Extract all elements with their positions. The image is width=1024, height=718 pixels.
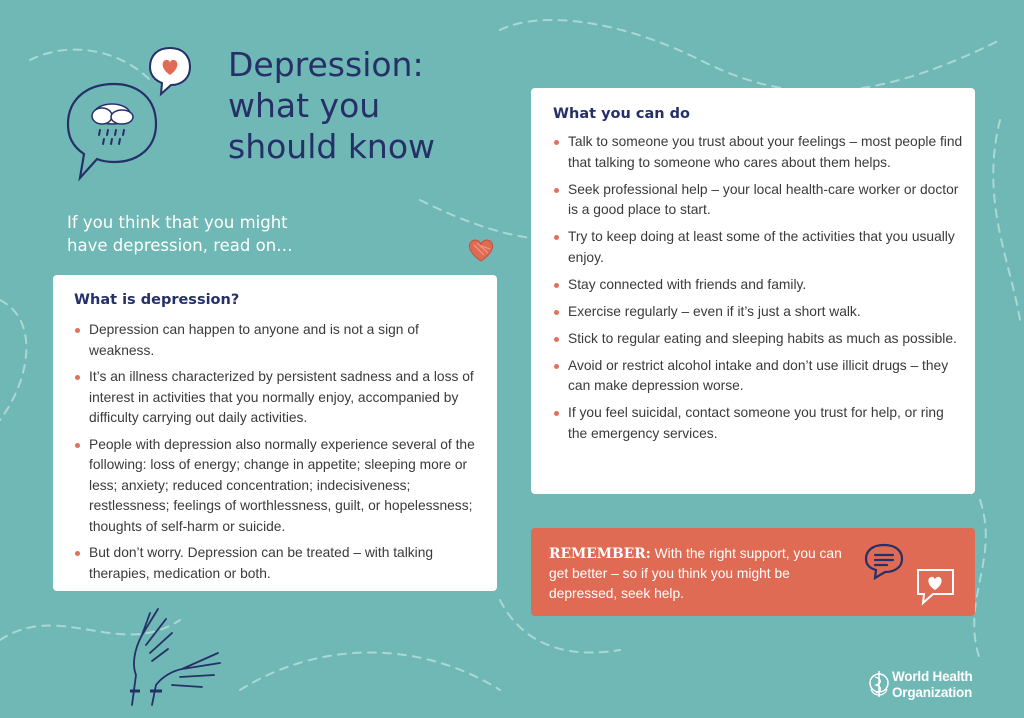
bullet-dot xyxy=(554,310,559,315)
page-title xyxy=(228,44,488,167)
speech-bubble-raincloud-icon xyxy=(62,78,162,184)
remember-keyword: REMEMBER: xyxy=(549,546,651,562)
list-item xyxy=(74,320,484,361)
list-item-text: People with depression also normally experience several of the following: loss of energy; change in appetite; sleeping more or less; anxiety; reduced concentration; indecisiveness; restlessness; feelings of worthlessness, guilt, or hopelessness; thoughts of self-harm or suicide. xyxy=(89,436,475,534)
subtitle-line-2: have depression, read on… xyxy=(67,236,293,255)
chat-bubble-icon xyxy=(863,542,905,580)
who-line-1: World Health xyxy=(892,669,973,684)
bullet-dot xyxy=(554,411,559,416)
list-item xyxy=(553,302,963,323)
list-item-text: Stick to regular eating and sleeping habits as much as possible. xyxy=(568,330,957,346)
bullet-dot xyxy=(554,188,559,193)
list-item xyxy=(74,435,484,538)
list-item-text: Depression can happen to anyone and is not a sign of weakness. xyxy=(89,322,419,358)
waving-hands-icon xyxy=(122,605,232,710)
bullet-dot xyxy=(554,140,559,145)
list-item xyxy=(553,356,963,397)
who-emblem-icon xyxy=(868,667,890,707)
who-logo-text xyxy=(892,669,973,701)
list-item-text: Try to keep doing at least some of the activities that you usually enjoy. xyxy=(568,229,955,265)
list-item-text: If you feel suicidal, contact someone you trust for help, or ring the emergency services. xyxy=(568,405,944,441)
title-line-2: what you xyxy=(228,86,381,125)
list-item xyxy=(553,227,963,268)
list-item-text: Avoid or restrict alcohol intake and don’t use illicit drugs – they can make depression worse. xyxy=(568,357,949,393)
title-line-3: should know xyxy=(228,127,436,166)
bullet-dot xyxy=(75,443,80,448)
bullet-dot xyxy=(554,283,559,288)
heart-message-icon xyxy=(913,566,959,608)
list-item-text: Exercise regularly – even if it’s just a short walk. xyxy=(568,303,861,319)
list-item xyxy=(74,367,484,429)
subtitle-line-1: If you think that you might xyxy=(67,213,288,232)
remember-callout xyxy=(531,528,975,616)
who-line-2: Organization xyxy=(892,685,973,700)
what-to-do-heading: What you can do xyxy=(553,106,690,122)
list-item-text: Stay connected with friends and family. xyxy=(568,276,807,292)
heart-icon xyxy=(466,236,496,264)
list-item xyxy=(553,403,963,444)
what-is-depression-card xyxy=(53,275,497,591)
list-item xyxy=(74,543,484,584)
list-item-text: Seek professional help – your local health-care worker or doctor is a good place to start. xyxy=(568,181,959,217)
list-item-text: It’s an illness characterized by persistent sadness and a loss of interest in activities that you normally enjoy, accompanied by difficulty carrying out daily activities. xyxy=(89,369,474,425)
intro-subtitle xyxy=(67,211,367,257)
list-item xyxy=(553,275,963,296)
bullet-dot xyxy=(75,551,80,556)
list-item xyxy=(553,132,963,173)
list-item-text: But don’t worry. Depression can be treated – with talking therapies, medication or both. xyxy=(89,545,434,581)
what-to-do-list xyxy=(553,132,963,451)
remember-text-block xyxy=(549,544,849,604)
what-you-can-do-card xyxy=(531,88,975,494)
bullet-dot xyxy=(75,328,80,333)
bullet-dot xyxy=(554,337,559,342)
bullet-dot xyxy=(75,375,80,380)
bullet-dot xyxy=(554,364,559,369)
title-line-1: Depression: xyxy=(228,45,424,84)
what-is-list xyxy=(74,320,484,590)
list-item-text: Talk to someone you trust about your feelings – most people find that talking to someone who cares about them helps. xyxy=(568,134,963,170)
list-item xyxy=(553,180,963,221)
remember-text: With the right support, you can get better – so if you think you might be depressed, seek help. xyxy=(549,546,842,601)
bullet-dot xyxy=(554,235,559,240)
list-item xyxy=(553,329,963,350)
what-is-heading: What is depression? xyxy=(74,292,240,308)
